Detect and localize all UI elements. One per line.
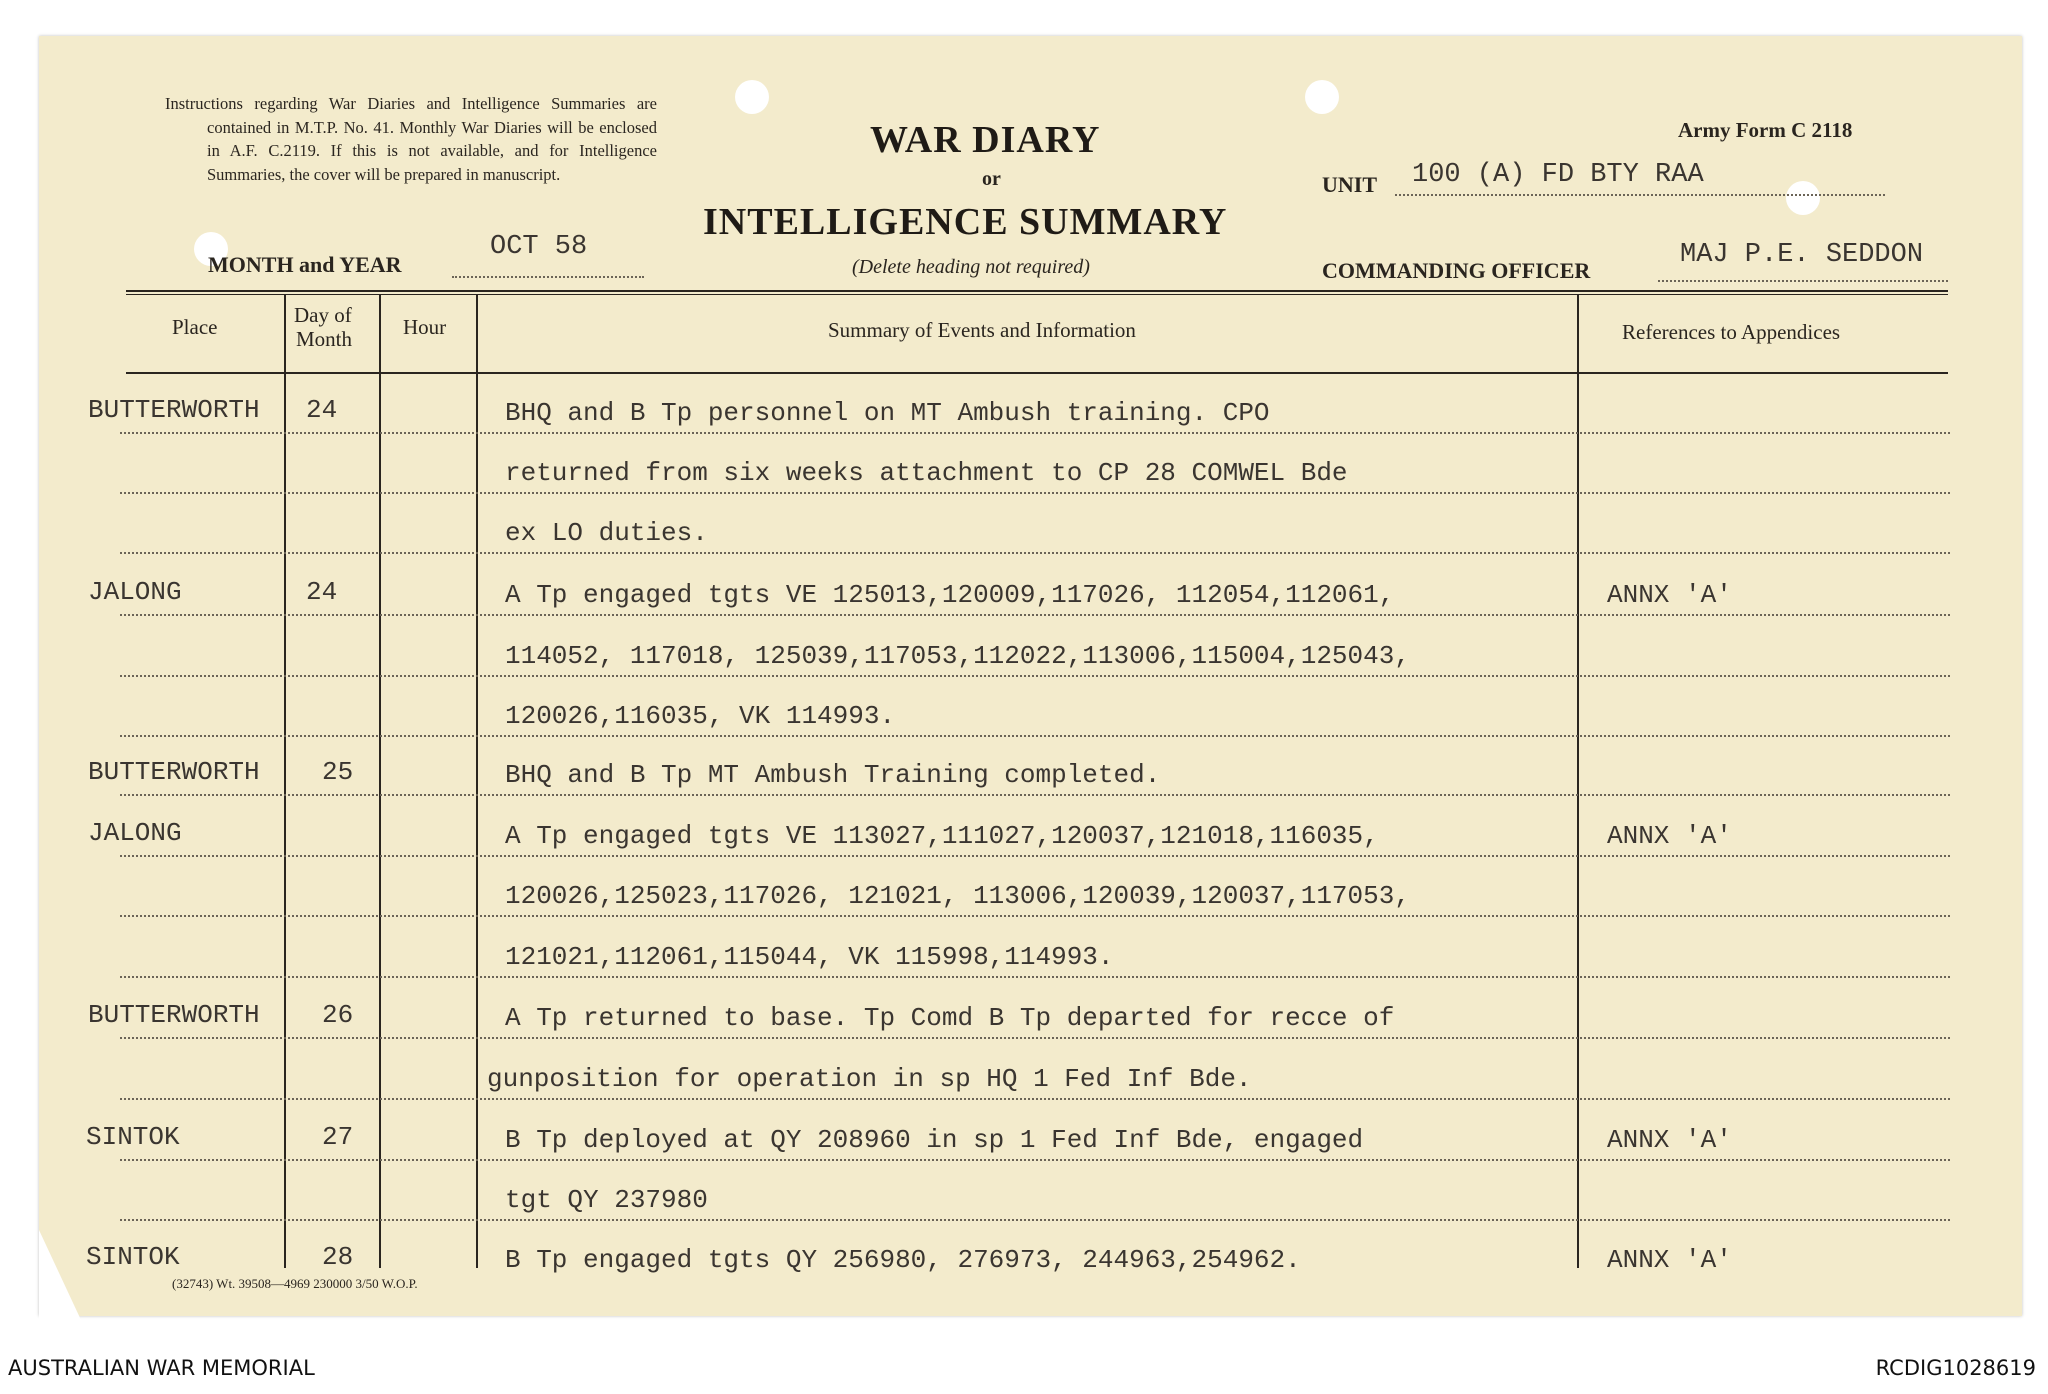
torn-corner — [39, 1230, 81, 1320]
unit-label: UNIT — [1322, 172, 1378, 197]
co-dotted-line — [1658, 280, 1948, 282]
unit-value: 100 (A) FD BTY RAA — [1412, 160, 1704, 190]
footer-id: RCDIG1028619 — [1875, 1356, 2036, 1380]
month-year-label: MONTH and YEAR — [208, 252, 402, 277]
col-divider-place — [284, 294, 286, 1268]
row-summary: B Tp deployed at QY 208960 in sp 1 Fed Inf Bde, engaged — [505, 1125, 1364, 1155]
punch-hole — [1305, 80, 1339, 114]
row-summary: 121021,112061,115044, VK 115998,114993. — [505, 942, 1114, 972]
row-summary: B Tp engaged tgts QY 256980, 276973, 244963,254962. — [505, 1245, 1301, 1275]
row-rule-line — [120, 432, 1950, 434]
title-intelligence-summary: INTELLIGENCE SUMMARY — [703, 201, 1228, 243]
row-rule-line — [120, 794, 1950, 796]
row-place: SINTOK — [86, 1242, 180, 1272]
row-place: BUTTERWORTH — [88, 1000, 260, 1030]
row-summary: returned from six weeks attachment to CP 28 COMWEL Bde — [505, 458, 1348, 488]
header-references: References to Appendices — [1622, 320, 1841, 344]
row-summary: BHQ and B Tp personnel on MT Ambush training. CPO — [505, 398, 1270, 428]
row-rule-line — [120, 1219, 1950, 1221]
row-reference: ANNX 'A' — [1607, 1245, 1732, 1275]
row-rule-line — [120, 1098, 1950, 1100]
commanding-officer-value: MAJ P.E. SEDDON — [1680, 240, 1924, 270]
col-divider-summary — [1577, 294, 1579, 1268]
row-rule-line — [120, 492, 1950, 494]
row-rule-line — [120, 614, 1950, 616]
col-divider-day — [379, 294, 381, 1268]
instructions-paragraph: Instructions regarding War Diaries and Intelligence Summaries are contained in M.T.P. No. 41. Monthly War Diaries will be enclosed in A.F. C.2119. If this is not available, and for Intelligence Summaries, the cover will be prepared in manuscript. — [165, 94, 657, 184]
row-summary: BHQ and B Tp MT Ambush Training completed. — [505, 760, 1161, 790]
row-place: SINTOK — [86, 1122, 180, 1152]
row-reference: ANNX 'A' — [1607, 821, 1732, 851]
row-day: 27 — [322, 1122, 354, 1152]
header-bottom-rule — [126, 372, 1948, 374]
delete-heading-note: (Delete heading not required) — [852, 256, 1090, 278]
print-code: (32743) Wt. 39508—4969 230000 3/50 W.O.P. — [172, 1276, 418, 1291]
row-place: JALONG — [88, 818, 182, 848]
commanding-officer-label: COMMANDING OFFICER — [1322, 258, 1591, 283]
unit-dotted-line — [1395, 194, 1885, 196]
footer-credit: AUSTRALIAN WAR MEMORIAL — [8, 1356, 315, 1380]
row-day: 24 — [306, 395, 338, 425]
row-day: 25 — [322, 757, 354, 787]
row-rule-line — [120, 735, 1950, 737]
row-summary: 120026,116035, VK 114993. — [505, 701, 896, 731]
header-day-line2: Month — [296, 327, 353, 351]
row-reference: ANNX 'A' — [1607, 580, 1732, 610]
punch-hole — [1786, 181, 1820, 215]
row-rule-line — [120, 1159, 1950, 1161]
header-summary: Summary of Events and Information — [828, 318, 1136, 342]
row-rule-line — [120, 915, 1950, 917]
row-rule-line — [120, 855, 1950, 857]
row-place: JALONG — [88, 577, 182, 607]
row-day: 24 — [306, 577, 338, 607]
month-dotted-line — [452, 276, 644, 278]
row-summary: tgt QY 237980 — [505, 1185, 708, 1215]
table-top-rule — [126, 290, 1948, 292]
row-day: 26 — [322, 1000, 354, 1030]
row-rule-line — [120, 976, 1950, 978]
title-or: or — [982, 168, 1001, 190]
month-year-value: OCT 58 — [490, 232, 588, 262]
row-reference: ANNX 'A' — [1607, 1125, 1732, 1155]
header-place: Place — [172, 315, 218, 339]
row-rule-line — [120, 1037, 1950, 1039]
row-day: 28 — [322, 1242, 354, 1272]
row-summary: A Tp engaged tgts VE 125013,120009,117026, 112054,112061, — [505, 580, 1395, 610]
row-summary: A Tp returned to base. Tp Comd B Tp departed for recce of — [505, 1003, 1395, 1033]
punch-hole — [735, 80, 769, 114]
header-hour: Hour — [403, 315, 447, 339]
row-rule-line — [120, 552, 1950, 554]
row-place: BUTTERWORTH — [88, 395, 260, 425]
row-place: BUTTERWORTH — [88, 757, 260, 787]
row-summary: 120026,125023,117026, 121021, 113006,120039,120037,117053, — [505, 881, 1410, 911]
header-day-line1: Day of — [294, 303, 352, 327]
army-form-number: Army Form C 2118 — [1678, 118, 1853, 142]
instructions-text — [165, 92, 657, 186]
row-summary: 114052, 117018, 125039,117053,112022,113006,115004,125043, — [505, 641, 1410, 671]
title-war-diary: WAR DIARY — [870, 119, 1101, 161]
row-rule-line — [120, 675, 1950, 677]
table-top-rule-2 — [126, 294, 1948, 295]
col-divider-hour — [476, 294, 478, 1268]
row-summary: ex LO duties. — [505, 518, 708, 548]
row-summary: gunposition for operation in sp HQ 1 Fed Inf Bde. — [487, 1064, 1252, 1094]
row-summary: A Tp engaged tgts VE 113027,111027,120037,121018,116035, — [505, 821, 1379, 851]
